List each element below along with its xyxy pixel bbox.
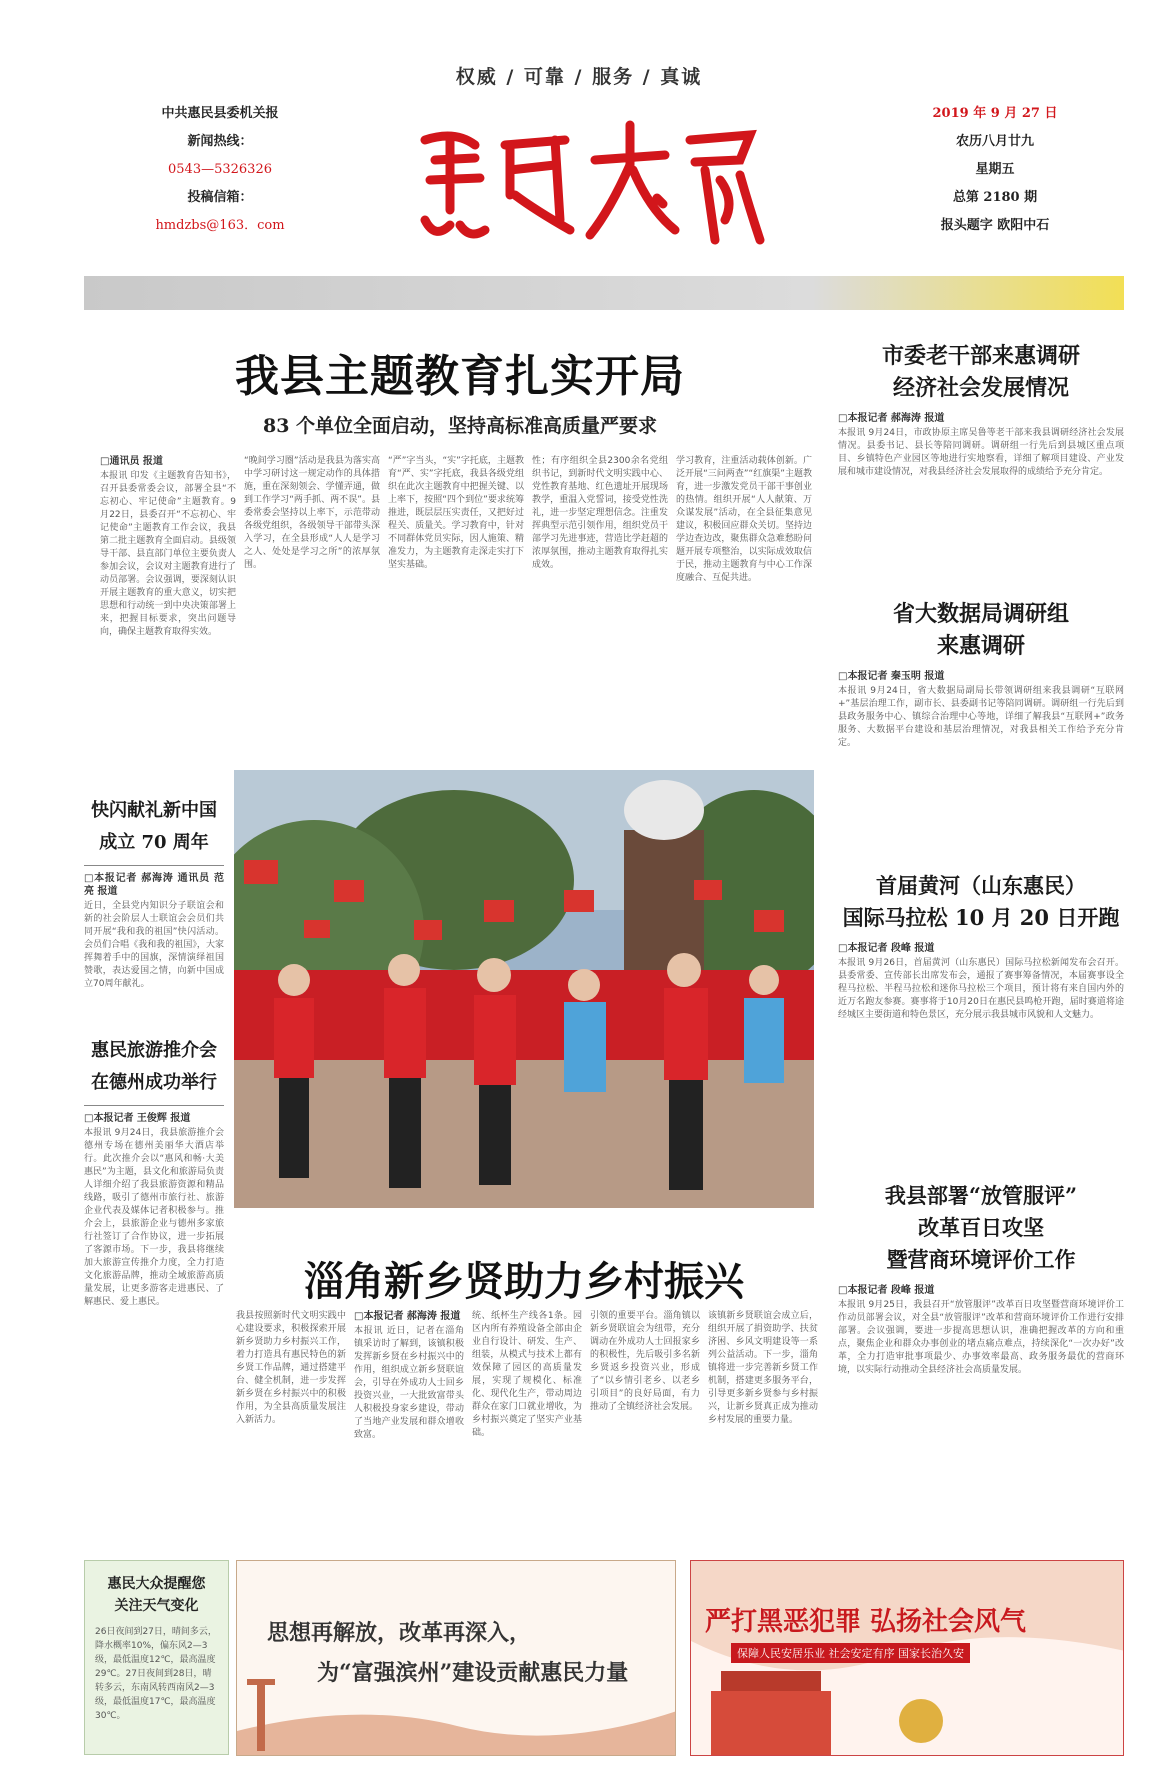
sidebar-article-retirees: 市委老干部来惠调研 经济社会发展情况 □本报记者 郝海涛 报道 本报讯 9月24日，市政协原主席吴鲁等老干部来我县调研经济社会发展情况。县委书记、县长等陪同调研。调研组一行先后到县城区重点项目、乡镇特色产业园区等地进行实地察看，详细了解项目建设、产业发展和城市建设情况，对我县经济社会发展取得的成绩给予充分肯定。: [838, 340, 1124, 542]
sidebar-article-title: 我县部署“放管服评” 改革百日攻坚 暨营商环境评价工作: [884, 1183, 1078, 1272]
lead-article: [100, 455, 820, 755]
email-label: 投稿信箱：: [187, 190, 253, 205]
lead-byline: □通讯员 报道: [100, 456, 163, 467]
anti-crime-subline: 保障人民安居乐业 社会安定有序 国家长治久安: [731, 1643, 970, 1663]
issue-date: 2019 年 9 月 27 日: [932, 106, 1058, 121]
reform-ad-line2: 为“富强滨州”建设贡献惠民力量: [317, 1660, 629, 1686]
anti-crime-ad-banner: [690, 1560, 1124, 1756]
lead-column: □通讯员 报道 本报讯 印发《主题教育告知书》，召开县委常委会议，部署全县“不忘初心、牢记使命”主题教育。9月22日，县委召开“不忘初心、牢记使命”主题教育工作会议，我县第二批主题教育全面启动。县级领导干部、县直部门单位主要负责人参加会议，会议对主题教育进行了动员部署。会议强调，要深刻认识开展主题教育的重大意义，切实把思想和行动统一到中央决策部署上来，把握目标要求，突出问题导向，确保主题教育取得实效。: [100, 456, 236, 637]
hotline-number: 0543—5326326: [168, 162, 272, 177]
reform-ad-line1: 思想再解放，改革再深入，: [267, 1620, 532, 1646]
header-divider-bar: [84, 276, 1124, 310]
feature-article: [236, 1310, 824, 1540]
sidebar-article-bigdata: 省大数据局调研组 来惠调研 □本报记者 秦玉明 报道 本报讯 9月24日，省大数据局副局长带领调研组来我县调研“互联网+”基层治理工作，副市长、县委副书记等陪同调研。调研组一行先后到县政务服务中心、镇综合治理中心等地，详细了解我县“互联网+”政务服务、大数据平台建设和基层治理情况，对我县相关工作给予充分肯定。: [838, 598, 1124, 820]
feature-column: □本报记者 郝海涛 报道 本报讯 近日，记者在淄角镇采访时了解到，该镇积极发挥新乡贤在乡村振兴中的作用，组织成立新乡贤联谊会，引导在外成功人士回乡投资兴业，一大批致富带头人积极投身家乡建设，带动了当地产业发展和群众增收致富。: [354, 1311, 464, 1440]
masthead-motto: 权威 / 可靠 / 服务 / 真诚: [455, 66, 703, 88]
sidebar-article-marathon: 首届黄河（山东惠民） 国际马拉松 10 月 20 日开跑 □本报记者 段峰 报道 本报讯 9月26日，首届黄河（山东惠民）国际马拉松新闻发布会召开。县委常委、宣传部长出席发布会，通报了赛事筹备情况，本届赛事设全程马拉松、半程马拉松和迷你马拉松三个项目，预计将有来自国内外的近万名跑友参赛。赛事将于10月20日在惠民县鸣枪开跑，届时赛道将途经城区主要街道和特色景区，充分展示我县城市风貌和人文魅力。: [838, 870, 1124, 1162]
issue-number: 总第 2180 期: [952, 190, 1038, 205]
masthead-left-info: [140, 100, 300, 240]
sidebar-article-flashmob: 快闪献礼新中国 成立 70 周年 □本报记者 郝海涛 通讯员 范 亮 报道 近日，全县党内知识分子联谊会和新的社会阶层人士联谊会会员们共同开展“我和我的祖国”快闪活动。会员们合唱《我和我的祖国》，大家挥舞着手中的国旗，深情演绎祖国赞歌，表达爱国之情，向新中国成立70周年献礼。: [84, 795, 224, 1012]
lead-headline: 我县主题教育扎实开局: [235, 351, 685, 402]
lead-subhead: 83 个单位全面启动，坚持高标准高质量严要求: [262, 415, 658, 437]
sidebar-article-title: 快闪献礼新中国 成立 70 周年: [91, 800, 217, 853]
calligrapher-credit: 报头题字 欧阳中石: [940, 218, 1050, 233]
lunar-date: 农历八月廿九: [955, 134, 1034, 149]
weather-forecast: 26日夜间到27日，晴间多云，降水概率10%，偏东风2—3级，最低温度12℃，最高温度29℃。27日夜间到28日，晴转多云，东南风转西南风2—3级，最低温度17℃，最高温度30℃。: [95, 1627, 217, 1721]
sidebar-article-title: 省大数据局调研组 来惠调研: [892, 601, 1069, 659]
weather-title: 惠民大众提醒您 关注天气变化: [107, 1576, 206, 1614]
feature-column: 我县按照新时代文明实践中心建设要求，积极探索开展新乡贤助力乡村振兴工作，着力打造具有惠民特色的新乡贤工作品牌，通过搭建平台、健全机制，进一步发挥新乡贤在乡村振兴中的积极作用，为全县高质量发展注入新活力。: [236, 1311, 346, 1425]
feature-headline: 淄角新乡贤助力乡村振兴: [304, 1259, 744, 1305]
masthead-title-logo: [395, 100, 765, 260]
feature-column: 该镇新乡贤联谊会成立后，组织开展了捐资助学、扶贫济困、乡风文明建设等一系列公益活动。下一步，淄角镇将进一步完善新乡贤工作机制，搭建更多服务平台，引导更多新乡贤参与乡村振兴，让新乡贤真正成为推动乡村发展的重要力量。: [708, 1311, 818, 1425]
sidebar-article-tourism: 惠民旅游推介会 在德州成功举行 □本报记者 王俊辉 报道 本报讯 9月24日，我县旅游推介会德州专场在德州美丽华大酒店举行。此次推介会以“惠风和畅·大美惠民”为主题，县文化和旅游局负责人详细介绍了我县旅游资源和精品线路，吸引了德州市旅行社、旅游企业代表及媒体记者积极参与。推介会上，县旅游企业与德州多家旅行社签订了合作协议，进一步拓展了客源市场。下一步，我县将继续加大旅游宣传推介力度，全力打造文化旅游品牌，推动全域旅游高质量发展，让更多游客走进惠民、了解惠民、爱上惠民。: [84, 1035, 224, 1542]
anti-crime-slogan: 严打黑恶犯罪 弘扬社会风气: [705, 1607, 1027, 1637]
weekday: 星期五: [975, 162, 1015, 177]
masthead-right-info: [930, 100, 1060, 240]
masthead-org: 中共惠民县委机关报: [161, 106, 279, 121]
email-address: hmdzbs@163．com: [155, 218, 285, 233]
lead-column: 性；有序组织全县2300余名党组织书记，到新时代文明实践中心、党性教育基地、红色遗址开展现场教学，重温入党誓词，接受党性洗礼，进一步坚定理想信念。注重发挥典型示范引领作用，组织党员干部学习先进事迹，营造比学赶超的浓厚氛围，推动主题教育取得扎实成效。: [532, 456, 668, 570]
lead-column: 学习教育，注重活动载体创新。广泛开展“三问两查”“红旗渠”主题教育，进一步激发党员干部干事创业的热情。组织开展“人人献策、万众谋发展”活动，在全县征集意见建议，积极回应群众关切。坚持边学边查边改，聚焦群众急难愁盼问题开展专项整治，以实际成效取信于民，推动主题教育与中心工作深度融合、互促共进。: [676, 456, 812, 583]
lead-column: “晚间学习圈”活动是我县为落实高中学习研讨这一规定动作的具体措施，重在深刻领会、学懂弄通，做到工作学习“两手抓、两不误”。县委常委会坚持以上率下，示范带动各级党组织，各级领导干部带头深入学习，在全县形成“人人是学习之人、处处是学习之所”的浓厚氛围。: [244, 456, 380, 570]
feature-column: 引领的重要平台。淄角镇以新乡贤联谊会为纽带，充分调动在外成功人士回报家乡的积极性，先后吸引多名新乡贤返乡投资兴业，形成了“以乡情引老乡、以老乡引项目”的良好局面，有力推动了全镇经济社会发展。: [590, 1311, 700, 1412]
feature-column: 统、纸杯生产线各1条。园区内所有养殖设备全部由企业自行设计、研发、生产、组装，从模式与技术上都有效保障了园区的高质量发展，实现了规模化、标准化、现代化生产，带动周边群众在家门口就业增收，为乡村振兴奠定了坚实产业基础。: [472, 1311, 582, 1438]
lead-column: “严”字当头，“实”字托底，主题教育“严、实”字托底，我县各级党组织在此次主题教育中把握关键、以上率下，按照“四个到位”要求统筹推进，既层层压实责任，又把好过程关、质量关。学习教育中，针对不同群体党员实际，因人施策、精准发力，为主题教育走深走实打下坚实基础。: [388, 456, 524, 570]
sidebar-article-reform: 我县部署“放管服评” 改革百日攻坚 暨营商环境评价工作 □本报记者 段峰 报道 本报讯 9月25日，我县召开“放管服评”改革百日攻坚暨营商环境评价工作动员部署会议，对全县“放管服评”改革和营商环境评价工作进行安排部署。会议强调，要进一步提高思想认识，准确把握改革的方向和重点，聚焦企业和群众办事创业的堵点痛点难点，持续深化“一次办好”改革，全力打造审批事项最少、办事效率最高、政务服务最优的营商环境，以实际行动推动全县经济社会高质量发展。: [838, 1180, 1124, 1529]
weather-box: [84, 1560, 229, 1755]
feature-byline: □本报记者 郝海涛 报道: [354, 1311, 461, 1322]
hotline-label: 新闻热线：: [187, 134, 253, 149]
reform-ad-banner: [236, 1560, 676, 1756]
sidebar-article-title: 市委老干部来惠调研 经济社会发展情况: [881, 343, 1080, 401]
flashmob-photo: [234, 770, 814, 1208]
sidebar-article-title: 惠民旅游推介会 在德州成功举行: [91, 1040, 217, 1093]
sidebar-article-title: 首届黄河（山东惠民） 国际马拉松 10 月 20 日开跑: [842, 873, 1120, 930]
